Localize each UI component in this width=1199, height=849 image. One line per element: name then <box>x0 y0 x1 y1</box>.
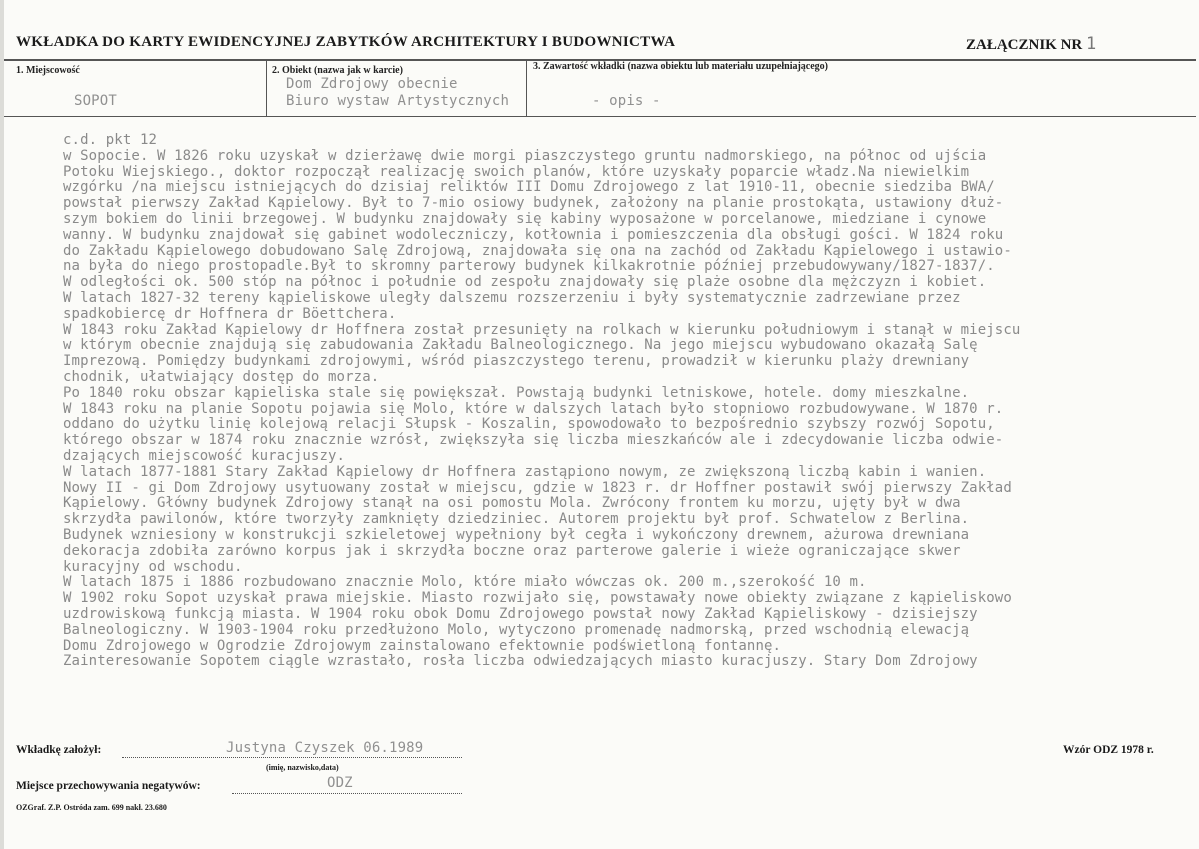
typed-line: dzających miejscowość kuracjuszy. <box>63 447 346 464</box>
typed-line: na była do niego prostopadle.Był to skromny parterowy budynek kilkakrotnie później przebudowywany/1827-1837/. <box>63 258 995 275</box>
typed-line: którego obszar w 1874 roku znacznie wzrósł, zwiększyła się liczba mieszkańców ale i zdecydowanie liczba odwie- <box>63 432 1004 449</box>
typed-line: powstał pierwszy Zakład Kąpielowy. Był to 7-mio osiowy budynek, założony na planie prostokąta, ustawiony dłuż- <box>63 195 1004 212</box>
typed-line: W 1843 roku Zakład Kąpielowy dr Hoffnera został przesunięty na rolkach w kierunku południowym i stanął w miejscu <box>63 321 1021 338</box>
typed-line: kuracyjny od wschodu. <box>63 558 243 575</box>
printer-note: OZGraf. Z.P. Ostróda zam. 699 nakł. 23.680 <box>16 803 167 812</box>
annex-label: ZAŁĄCZNIK NR <box>966 37 1083 53</box>
prepared-by-line <box>122 757 462 758</box>
typed-line: uzdrowiskową funkcją miasta. W 1904 roku obok Domu Zdrojowego powstał nowy Zakład Kąpieliskowy - dzisiejszy <box>63 605 978 622</box>
typed-line: szym bokiem do linii brzegowej. W budynku znajdowały się kabiny wyposażone w porcelanowe, miedziane i cynowe <box>63 210 987 227</box>
typed-line: W latach 1875 i 1886 rozbudowano znacznie Molo, które miało wówczas ok. 200 m.,szerokość 10 m. <box>63 574 867 591</box>
typed-line: Po 1840 roku obszar kąpieliska stale się powiększał. Powstają budynki letniskowe, hotele. domy mieszkalne. <box>63 384 970 401</box>
prepared-by-value: Justyna Czyszek 06.1989 <box>226 740 424 756</box>
typed-line: Zainteresowanie Sopotem ciągle wzrastało, rosła liczba odwiedzających miasto kuracjuszy. Stary Dom Zdrojowy <box>63 653 978 670</box>
object-value-line2: Biuro wystaw Artystycznych <box>286 93 510 109</box>
typed-line: skrzydła pawilonów, które tworzyły zamknięty dziedziniec. Autorem projektu był prof. Schwatelow z Berlina. <box>63 511 970 528</box>
locality-label: 1. Miejscowość <box>16 65 80 76</box>
typed-line: wzgórku /na miejscu istniejących do dzisiaj reliktów III Domu Zdrojowego z lat 1910-11, obecnie siedziba BWA/ <box>63 179 995 196</box>
content-value: - opis - <box>592 93 661 109</box>
locality-value: SOPOT <box>74 93 117 109</box>
typed-line: spadkobiercę dr Hoffnera dr Böettchera. <box>63 305 397 322</box>
scan-edge <box>0 0 4 849</box>
negatives-line <box>232 793 462 794</box>
typed-description <box>63 133 1020 670</box>
typed-line: Balneologiczny. W 1903-1904 roku przedłużono Molo, wytyczono promenadę nadmorską, przed wschodnią elewacją <box>63 621 970 638</box>
typed-line: Kąpielowy. Główny budynek Zdrojowy stanął na osi pomostu Mola. Zwrócony frontem ku morzu, ujęty był w dwa <box>63 495 961 512</box>
typed-line: Nowy II - gi Dom Zdrojowy usytuowany został w miejscu, gdzie w 1823 r. dr Hoffner postawił swój pierwszy Zakład <box>63 479 1012 496</box>
typed-line: W latach 1877-1881 Stary Zakład Kąpielowy dr Hoffnera zastąpiono nowym, ze zwiększoną liczbą kabin i wanien. <box>63 463 987 480</box>
fields-rule <box>4 116 1196 117</box>
typed-line: oddano do użytku linię kolejową relacji Słupsk - Koszalin, spowodowało to bezpośrednio szybszy rozwój Sopotu, <box>63 416 995 433</box>
typed-line: Budynek wzniesiony w konstrukcji szkieletowej wypełniony był cegła i wykończony drewnem, ażurowa drewniana <box>63 526 970 543</box>
typed-line: w którym obecnie znajdują się zabudowania Zakładu Balneologicznego. Na jego miejscu wybudowano okazałą Salę <box>63 337 978 354</box>
typed-line: c.d. pkt 12 <box>63 132 158 148</box>
typed-line: W odległości ok. 500 stóp na północ i południe od zespołu znajdowały się plaże osobne dla mężczyzn i kobiet. <box>63 274 987 291</box>
typed-line: W latach 1827-32 tereny kąpieliskowe uległy dalszemu rozszerzeniu i były systematycznie zadrzewiane przez <box>63 289 961 306</box>
annex-number: 1 <box>1086 34 1097 54</box>
object-label: 2. Obiekt (nazwa jak w karcie) <box>272 65 403 76</box>
field-divider-2 <box>526 60 527 117</box>
annex-heading <box>966 34 1096 54</box>
field-divider-1 <box>266 60 267 117</box>
typed-line: chodnik, ułatwiający dostęp do morza. <box>63 368 380 385</box>
typed-line: do Zakładu Kąpielowego dobudowano Salę Zdrojową, znajdowała się ona na zachód od Zakładu Kąpielowego i ustawio- <box>63 242 1012 259</box>
content-label: 3. Zawartość wkładki (nazwa obiektu lub materiału uzupełniającego) <box>533 61 829 72</box>
prepared-by-hint: (imię, nazwisko,data) <box>266 763 339 772</box>
typed-line: dekoracja zdobiła zarówno korpus jak i skrzydła boczne oraz parterowe galerie i wieże ograniczające skwer <box>63 542 961 559</box>
typed-line: W 1843 roku na planie Sopotu pojawia się Molo, które w dalszych latach było stopniowo rozbudowywane. W 1870 r. <box>63 400 1004 417</box>
typed-line: Domu Zdrojowego w Ogrodzie Zdrojowym zainstalowano efektownie podświetloną fontannę. <box>63 637 782 654</box>
form-title: WKŁADKA DO KARTY EWIDENCYJNEJ ZABYTKÓW ARCHITEKTURY I BUDOWNICTWA <box>16 34 676 50</box>
typed-line: Potoku Wiejskiego., doktor rozpoczął realizację swoich planów, które uzyskały poparcie władz.Na niewielkim <box>63 163 970 180</box>
prepared-by-label: Wkładkę założył: <box>16 744 102 756</box>
typed-line: w Sopocie. W 1826 roku uzyskał w dzierżawę dwie morgi piaszczystego gruntu nadmorskiego, na północ od ujścia <box>63 147 987 164</box>
object-value-line1: Dom Zdrojowy obecnie <box>286 76 458 92</box>
typed-line: W 1902 roku Sopot uzyskał prawa miejskie. Miasto rozwijało się, powstawały nowe obiekty związane z kąpieliskowo <box>63 590 1012 607</box>
negatives-value: ODZ <box>327 775 353 791</box>
typed-line: wanny. W budynku znajdował się gabinet wodoleczniczy, kotłownia i pomieszczenia dla obsługi gości. W 1824 roku <box>63 226 1004 243</box>
typed-line: Imprezową. Pomiędzy budynkami zdrojowymi, wśród piaszczystego terenu, prowadził w kierunku plaży drewniany <box>63 353 970 370</box>
template-label: Wzór ODZ 1978 r. <box>1063 744 1154 756</box>
negatives-label: Miejsce przechowywania negatywów: <box>16 780 201 792</box>
